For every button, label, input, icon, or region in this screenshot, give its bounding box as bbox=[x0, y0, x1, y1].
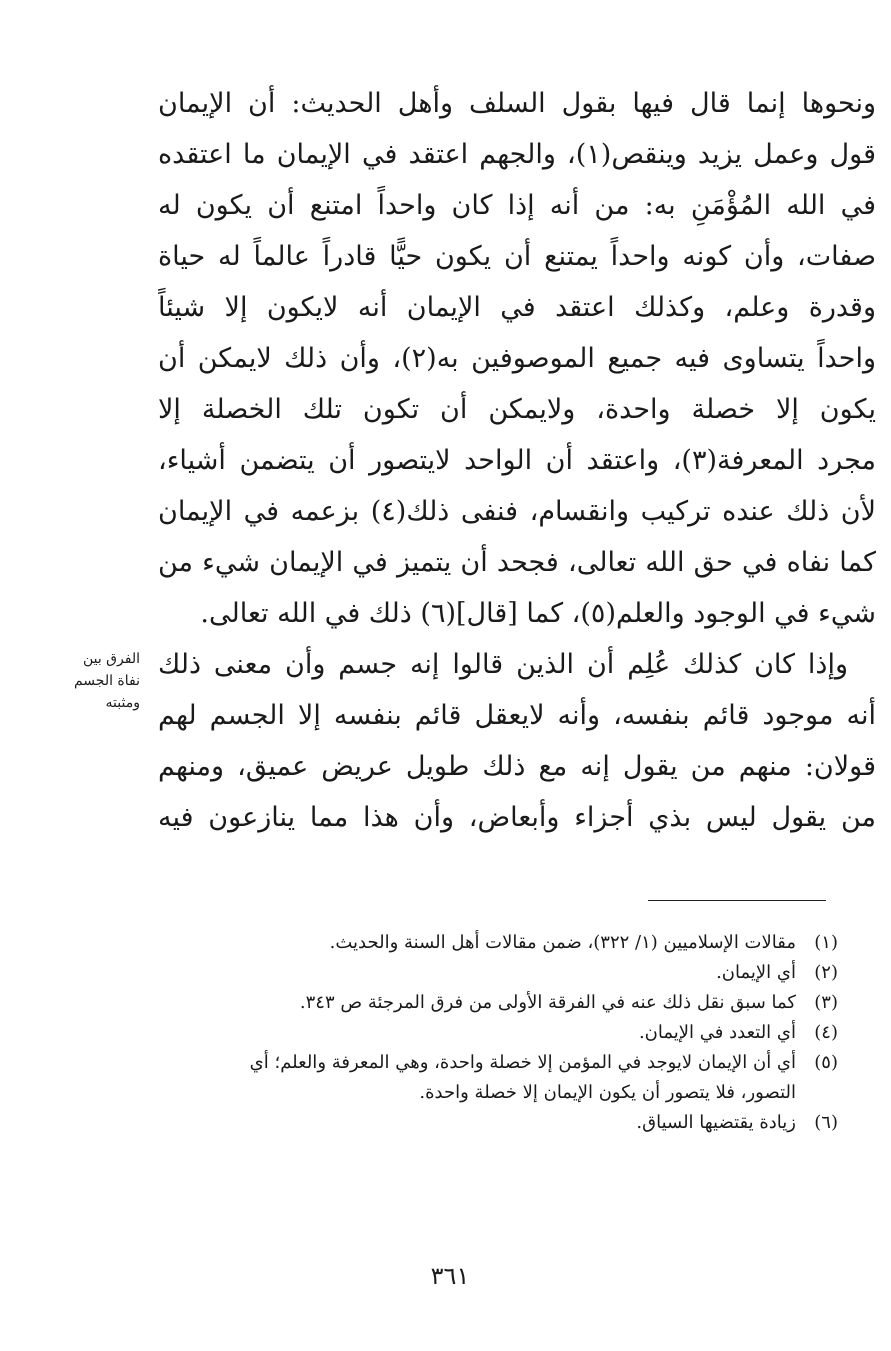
text-line: من يقول ليس بذي أجزاء وأبعاض، وأن هذا مما ينازعون فيه bbox=[158, 802, 876, 833]
footnote-text bbox=[120, 988, 796, 1018]
text-line: يكون إلا خصلة واحدة، ولايمكن أن تكون تلك الخصلة إلا bbox=[158, 394, 876, 425]
footnote-separator bbox=[648, 900, 826, 901]
footnote-line: أي التعدد في الإيمان. bbox=[638, 1022, 796, 1043]
footnote-text bbox=[120, 1048, 796, 1108]
footnote-line: أي الإيمان. bbox=[716, 962, 796, 983]
footnote-line: التصور، فلا يتصور أن يكون الإيمان إلا خصلة واحدة. bbox=[419, 1082, 796, 1103]
margin-note-line: الفرق بين bbox=[82, 651, 140, 667]
footnote-number: (٥) bbox=[814, 1052, 838, 1073]
footnote bbox=[120, 988, 838, 1018]
text-line: وقدرة وعلم، وكذلك اعتقد في الإيمان أنه لايكون إلا شيئاً bbox=[158, 292, 876, 323]
margin-note bbox=[30, 648, 140, 714]
footnote-text bbox=[120, 1108, 796, 1138]
footnote-text bbox=[120, 928, 796, 958]
text-line: قولان: منهم من يقول إنه مع ذلك طويل عريض عميق، ومنهم bbox=[158, 751, 876, 782]
footnote-line: مقالات الإسلاميين (١/ ٣٢٢)، ضمن مقالات أهل السنة والحديث. bbox=[329, 932, 796, 953]
text-line: كما نفاه في حق الله تعالى، فجحد أن يتميز في الإيمان شيء من bbox=[158, 547, 876, 578]
text-line: شيء في الوجود والعلم(٥)، كما [قال](٦) ذلك في الله تعالى. bbox=[200, 598, 876, 629]
footnote-line: كما سبق نقل ذلك عنه في الفرقة الأولى من فرق المرجئة ص ٣٤٣. bbox=[299, 992, 796, 1013]
text-line: وإذا كان كذلك عُلِم أن الذين قالوا إنه جسم وأن معنى ذلك bbox=[158, 649, 848, 680]
margin-note-line: نفاة الجسم bbox=[73, 673, 140, 689]
text-line: لأن ذلك عنده تركيب وانقسام، فنفى ذلك(٤) بزعمه في الإيمان bbox=[158, 496, 876, 527]
text-line: صفات، وأن كونه واحداً يمتنع أن يكون حيًّا قادراً عالماً له حياة bbox=[158, 241, 876, 272]
footnote-number: (٢) bbox=[814, 962, 838, 983]
margin-note-line: ومثبته bbox=[105, 695, 140, 711]
text-line: ونحوها إنما قال فيها بقول السلف وأهل الحديث: أن الإيمان bbox=[158, 88, 876, 119]
text-line: قول وعمل يزيد وينقص(١)، والجهم اعتقد في الإيمان ما اعتقده bbox=[158, 139, 876, 170]
footnote-text bbox=[120, 1018, 796, 1048]
footnote-number: (٦) bbox=[814, 1112, 838, 1133]
footnote bbox=[120, 1018, 838, 1048]
main-text bbox=[158, 78, 876, 843]
footnote-line: أي أن الإيمان لايوجد في المؤمن إلا خصلة واحدة، وهي المعرفة والعلم؛ أي bbox=[249, 1052, 796, 1073]
footnote-line: زيادة يقتضيها السياق. bbox=[636, 1112, 796, 1133]
footnote bbox=[120, 958, 838, 988]
footnote bbox=[120, 1048, 838, 1108]
page-number: ٣٦١ bbox=[430, 1262, 470, 1290]
footnote-number: (١) bbox=[814, 932, 838, 953]
footnote-number: (٤) bbox=[814, 1022, 838, 1043]
footnote-text bbox=[120, 958, 796, 988]
footnotes bbox=[120, 928, 838, 1138]
text-line: أنه موجود قائم بنفسه، وأنه لايعقل قائم بنفسه إلا الجسم لهم bbox=[158, 700, 876, 731]
text-line: في الله المُؤْمَنِ به: من أنه إذا كان واحداً امتنع أن يكون له bbox=[158, 190, 876, 221]
footnote bbox=[120, 1108, 838, 1138]
footnote-number: (٣) bbox=[814, 992, 838, 1013]
text-line: مجرد المعرفة(٣)، واعتقد أن الواحد لايتصور أن يتضمن أشياء، bbox=[158, 445, 876, 476]
footnote bbox=[120, 928, 838, 958]
text-line: واحداً يتساوى فيه جميع الموصوفين به(٢)، وأن ذلك لايمكن أن bbox=[158, 343, 876, 374]
